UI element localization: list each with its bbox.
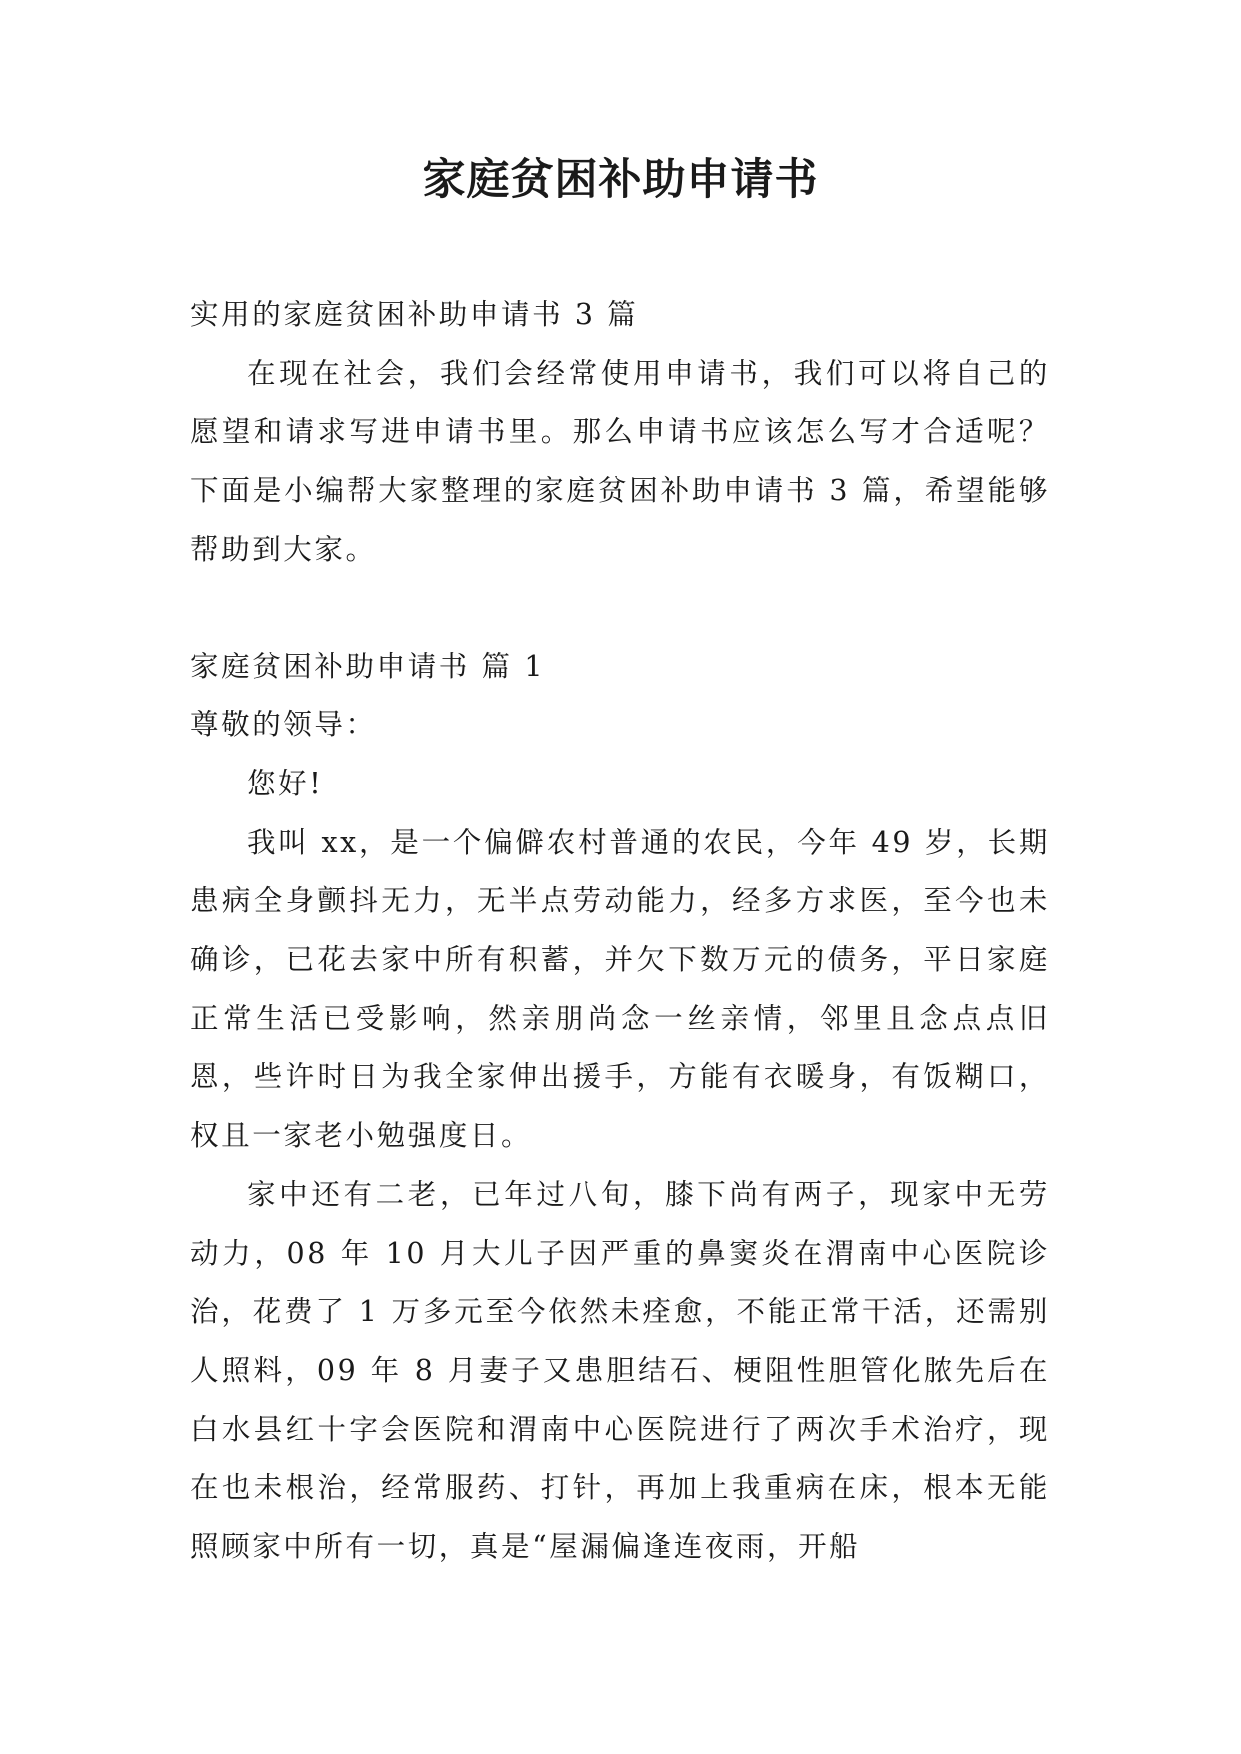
intro-paragraph: 在现在社会，我们会经常使用申请书，我们可以将自己的愿望和请求写进申请书里。那么申请书应该怎么写才合适呢？下面是小编帮大家整理的家庭贫困补助申请书 3 篇，希望能够帮助到大家。 [190,356,1050,566]
section-heading: 家庭贫困补助申请书 篇 1 [190,649,546,683]
salutation: 尊敬的领导： [190,708,377,742]
document-title: 家庭贫困补助申请书 [422,155,819,205]
document-body [190,286,1050,1577]
body-paragraph-1: 我叫 xx，是一个偏僻农村普通的农民，今年 49 岁，长期患病全身颤抖无力，无半点劳动能力，经多方求医，至今也未确诊，已花去家中所有积蓄，并欠下数万元的债务，平日家庭正常生活已受影响，然亲朋尚念一丝亲情，邻里且念点点旧恩，些许时日为我全家伸出援手，方能有衣暖身，有饭糊口，权且一家老小勉强度日。 [190,825,1050,1153]
document-subtitle: 实用的家庭贫困补助申请书 3 篇 [190,298,639,331]
body-paragraph-2: 家中还有二老，已年过八旬，膝下尚有两子，现家中无劳动力，08 年 10 月大儿子因严重的鼻窦炎在渭南中心医院诊治，花费了 1 万多元至今依然未痊愈，不能正常干活，还需别人照料，09 年 8 月妻子又患胆结石、梗阻性胆管化脓先后在白水县红十字会医院和渭南中心医院进行了两次手术治疗，现在也未根治，经常服药、打针，再加上我重病在床，根本无能照顾家中所有一切，真是“屋漏偏逢连夜雨，开船 [190,1177,1050,1564]
greeting: 您好! [247,766,324,800]
